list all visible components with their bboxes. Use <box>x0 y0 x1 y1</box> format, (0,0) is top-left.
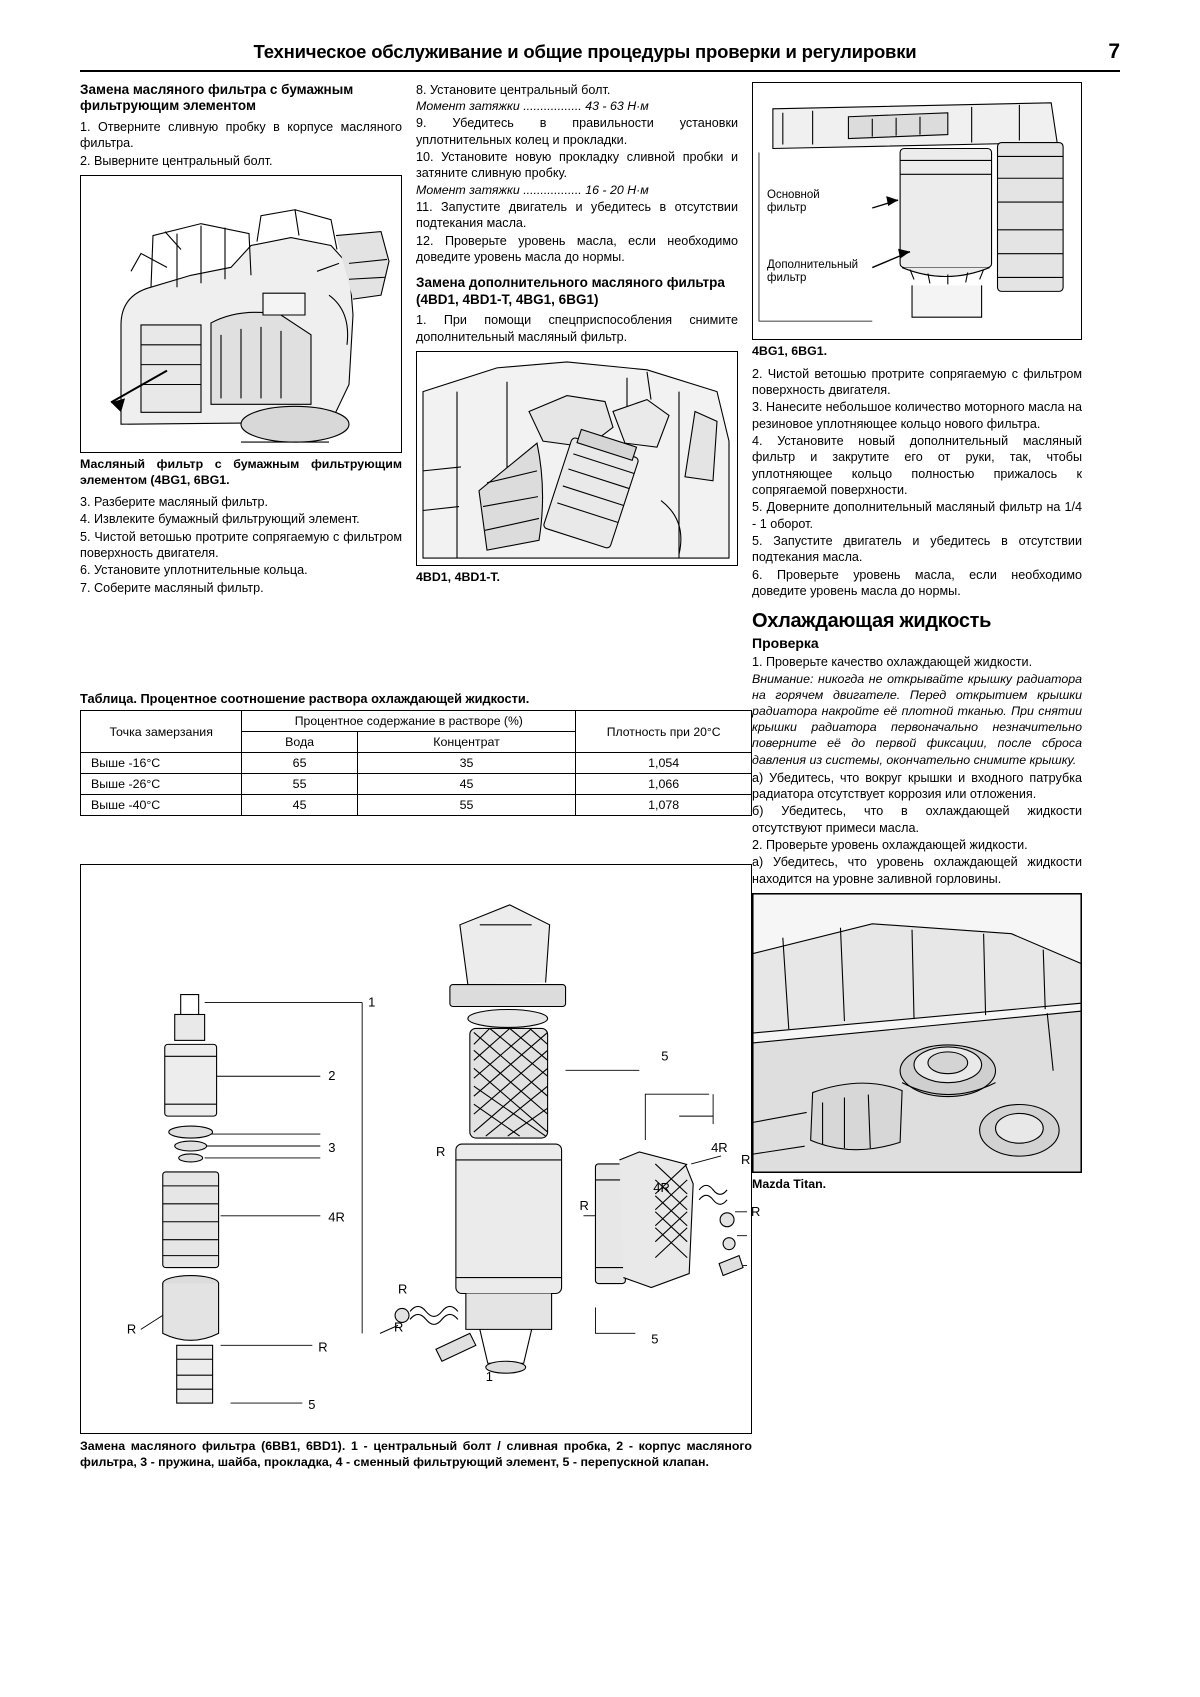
figure-caption-exploded: Замена масляного фильтра (6ВВ1, 6BD1). 1 - центральный болт / сливная пробка, 2 - корпус масляного фильтра, 3 - пружина, шайба, прокладка, 4 - сменный фильтрующий элемент, 5 - перепускной клапан. <box>80 1439 752 1469</box>
step-text: 7. Соберите масляный фильтр. <box>80 580 264 595</box>
step-text: 4. Извлеките бумажный фильтрующий элемент. <box>80 512 360 527</box>
torque-label: Момент затяжки ................. <box>416 99 582 114</box>
step-text: б) Убедитесь, что в охлаждающей жидкости отсутствуют примеси масла. <box>752 804 1082 835</box>
exploded-view-illustration <box>81 865 761 1433</box>
figure-main-and-additional-filter <box>752 82 1082 340</box>
table-cell: Выше -26°С <box>81 774 242 795</box>
heading-coolant: Охлаждающая жидкость <box>752 609 992 632</box>
step-text: 12. Проверьте уровень масла, если необходимо доведите уровень масла до нормы. <box>416 233 738 264</box>
table-group-header: Процентное содержание в растворе (%) <box>242 711 576 732</box>
torque-label: Момент затяжки ................. <box>416 182 582 197</box>
figure-additional-filter-4bd1 <box>416 351 738 566</box>
label-additional-filter: Дополнительный фильтр <box>767 259 859 285</box>
step-text: 10. Установите новую прокладку сливной пробки и затяните сливную пробку. <box>416 150 738 181</box>
callout-1b: 1 <box>485 1369 493 1385</box>
callout-R3: R <box>435 1143 446 1159</box>
table-cell: 1,066 <box>576 774 752 795</box>
figure-caption-mazda-titan: Mazda Titan. <box>752 1177 827 1192</box>
callout-5b: 5 <box>661 1048 669 1064</box>
label-main-filter: Основной фильтр <box>767 189 820 215</box>
step-text: 1. При помощи спецприспособления снимите дополнительный масляный фильтр. <box>416 313 738 344</box>
step-text: 2. Проверьте уровень охлаждающей жидкости. <box>752 838 1028 853</box>
figure-mazda-titan-radiator <box>752 893 1082 1173</box>
step-text: 3. Нанесите небольшое количество моторного масла на резиновое уплотняющее кольцо нового фильтра. <box>752 400 1082 431</box>
table-cell: 55 <box>242 774 357 795</box>
callout-R8: R <box>579 1197 589 1213</box>
heading-additional-filter: Замена дополнительного масляного фильтра (4BD1, 4BD1-Т, 4BG1, 6BG1) <box>416 275 725 307</box>
table-header-cell: Плотность при 20°С <box>576 711 752 753</box>
table-cell: 35 <box>357 753 576 774</box>
radiator-illustration <box>753 894 1081 1172</box>
torque-value: 43 - 63 Н·м <box>585 99 649 114</box>
page-title: Техническое обслуживание и общие процедуры проверки и регулировки <box>253 41 917 62</box>
callout-5c: 5 <box>651 1331 659 1347</box>
table-cell: 45 <box>357 774 576 795</box>
figure-caption-oil-filter: Масляный фильтр с бумажным фильтрующим элементом (4BG1, 6BG1. <box>80 457 402 487</box>
step-text: 9. Убедитесь в правильности установки уплотнительных колец и прокладки. <box>416 116 738 147</box>
page-number: 7 <box>1108 40 1120 63</box>
torque-value: 16 - 20 Н·м <box>585 182 649 197</box>
step-text: 3. Разберите масляный фильтр. <box>80 495 268 510</box>
step-text: 6. Установите уплотнительные кольца. <box>80 563 308 578</box>
table-row <box>81 753 752 774</box>
additional-filter-illustration <box>417 352 737 565</box>
callout-R: R <box>126 1321 137 1337</box>
callout-4R-b: 4R <box>653 1179 670 1195</box>
torque-spec <box>416 183 738 197</box>
table-row <box>81 795 752 816</box>
table-header-row <box>81 711 752 732</box>
step-text: 2. Чистой ветошью протрите сопрягаемую с фильтром поверхность двигателя. <box>752 366 1082 397</box>
callout-3: 3 <box>328 1139 336 1155</box>
table-title: Таблица. Процентное соотношение раствора охлаждающей жидкости. <box>80 691 530 706</box>
document-page <box>80 40 1120 1660</box>
table-cell: Выше -16°С <box>81 753 242 774</box>
step-text: 5. Чистой ветошью протрите сопрягаемую с фильтром поверхность двигателя. <box>80 529 402 561</box>
step-text: 11. Запустите двигатель и убедитесь в отсутствии подтекания масла. <box>416 199 738 231</box>
step-text: 5. Доверните дополнительный масляный фильтр на 1/4 - 1 оборот. <box>752 500 1082 531</box>
table-row <box>81 774 752 795</box>
table-header-cell: Концентрат <box>357 732 576 753</box>
table-cell: 1,078 <box>576 795 752 816</box>
coolant-table <box>80 710 752 816</box>
table-header-cell: Точка замерзания <box>81 711 242 753</box>
heading-coolant-check: Проверка <box>752 634 819 651</box>
step-text: а) Убедитесь, что вокруг крышки и входного патрубка радиатора отсутствует коррозия или отложения. <box>752 770 1082 801</box>
figure-oil-filter-exploded <box>80 864 761 1434</box>
step-text: 8. Установите центральный болт. <box>416 83 611 97</box>
callout-4R-c: 4R <box>711 1139 728 1155</box>
figure-caption-4bg1-6bg1: 4BG1, 6BG1. <box>752 344 828 358</box>
callout-2: 2 <box>328 1068 336 1084</box>
callout-1: 1 <box>368 994 376 1010</box>
step-text: 4. Установите новый дополнительный масляный фильтр и закрутите его от руки, так, чтобы уплотняющее кольцо полностью прижалось к сопрягаемой поверхности. <box>752 433 1082 498</box>
callout-R4: R <box>398 1281 408 1297</box>
figure-engine-oil-filter <box>80 175 402 453</box>
table-cell: Выше -40°С <box>81 795 242 816</box>
step-text: 5. Запустите двигатель и убедитесь в отсутствии подтекания масла. <box>752 534 1082 565</box>
step-text: 2. Выверните центральный болт. <box>80 153 273 168</box>
callout-R2: R <box>318 1339 328 1355</box>
callout-R6: R <box>741 1151 751 1167</box>
callout-R5: R <box>394 1319 404 1335</box>
warning-text: Внимание: никогда не открывайте крышку радиатора на горячем двигателе. Перед открытием крышки радиатора накройте её плотной тканью. При снятии крышки радиатора первоначально незначительно поверните её до первой фиксации, после сброса давления из системы, окончательно снимите крышку. <box>752 671 1082 767</box>
step-text: 6. Проверьте уровень масла, если необходимо доведите уровень масла до нормы. <box>752 567 1082 599</box>
callout-4R: 4R <box>328 1209 345 1225</box>
coolant-table-block <box>80 683 752 816</box>
table-cell: 45 <box>242 795 357 816</box>
figure-caption-4bd1: 4BD1, 4BD1-Т. <box>416 569 500 584</box>
table-cell: 1,054 <box>576 753 752 774</box>
table-cell: 65 <box>242 753 357 774</box>
table-cell: 55 <box>357 795 576 816</box>
callout-R7: R <box>751 1203 761 1219</box>
step-text: а) Убедитесь, что уровень охлаждающей жидкости находится на уровне заливной горловины. <box>752 855 1082 886</box>
step-text: 1. Отверните сливную пробку в корпусе масляного фильтра. <box>80 119 402 151</box>
callout-5: 5 <box>308 1397 316 1413</box>
page-header <box>80 40 1120 72</box>
exploded-figure-block <box>80 854 761 1482</box>
heading-oil-filter-paper: Замена масляного фильтра с бумажным фильтрующим элементом <box>80 82 354 114</box>
engine-illustration <box>81 176 401 452</box>
step-text: 1. Проверьте качество охлаждающей жидкости. <box>752 654 1033 669</box>
column-right <box>752 82 1082 1204</box>
torque-spec <box>416 99 738 113</box>
table-header-cell: Вода <box>242 732 357 753</box>
